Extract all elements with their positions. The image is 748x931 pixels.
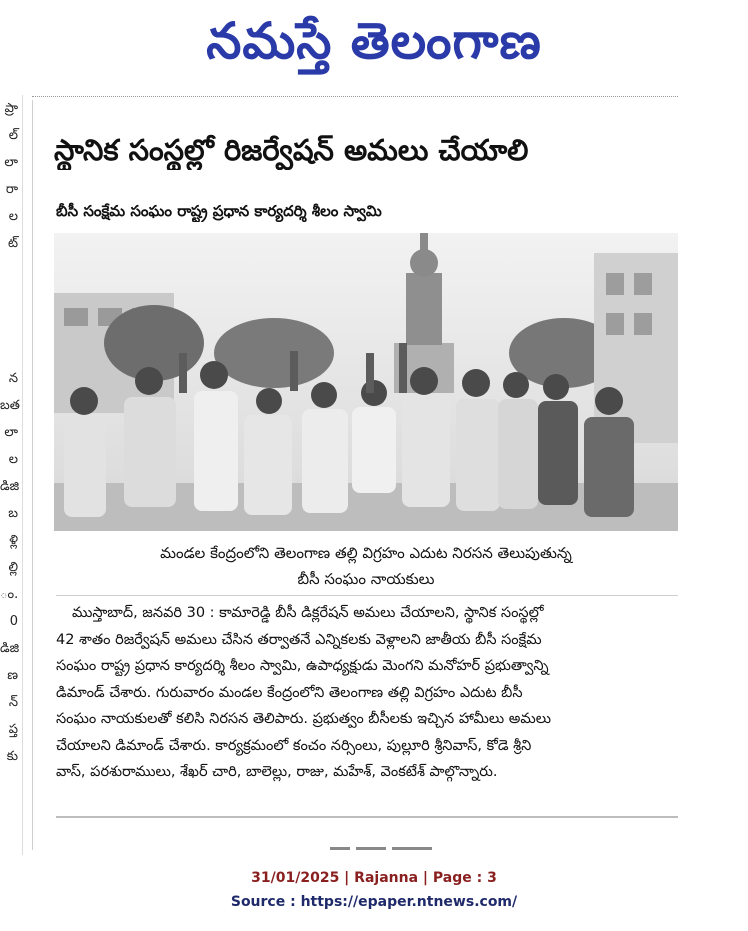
article-body-line: సంఘం రాష్ట్ర ప్రధాన కార్యదర్శి శీలం స్వామి, ఉపాధ్యక్షుడు మెంగని మనోహర్ ప్రభుత్వాన్ని [56,658,549,674]
column-fragment-text: ల్ [8,128,18,143]
article-body-line: 42 శాతం రిజర్వేషన్ అమలు చేసిన తర్వాతనే ఎన్నికలకు వెళ్లాలని జాతీయ బీసీ సంక్షేమ [56,631,542,648]
article-body-line: ముస్తాబాద్, జనవరి 30 : కామారెడ్డి బీసీ డిక్లరేషన్ అమలు చేయాలని, స్థానిక సంస్థల్లో [72,605,544,621]
page-footer [0,866,748,914]
protest-photo-illustration [54,233,678,531]
column-fragment-text [0,338,22,365]
column-fragment-text: బత [0,398,20,413]
column-fragment-text: లా [4,155,18,170]
article-photo [54,233,678,531]
article-body-line: చేయాలని డిమాండ్ చేశారు. కార్యక్రమంలో కంచం నర్సింలు, పుల్లూరి శ్రీనివాస్, కోడె శ్రీని [56,737,532,754]
column-fragment-text: ం. [0,587,19,602]
adjacent-column-fragment [0,95,23,855]
column-fragment-text: ప్రా [4,101,18,116]
article-subheadline: బీసీ సంక్షేమ సంఘం రాష్ట్ర ప్రధాన కార్యదర్శి శీలం స్వామి [56,202,382,220]
column-fragment-text: రా [5,182,18,197]
photo-caption [54,540,678,592]
column-fragment-text: ణ [7,668,18,683]
column-fragment-text: డిజి [0,641,20,656]
top-divider [32,96,678,97]
column-fragment-text: ల్లి [8,560,18,575]
column-fragment-text: లా [4,425,18,440]
column-fragment-text: కు [6,749,18,764]
article-body-line: డిమాండ్ చేశారు. గురువారం మండల కేంద్రంలోని తెలంగాణ తల్లి విగ్రహం ఎదుట బీసీ [56,684,523,701]
article-body-line: వాస్, పరశురాములు, శేఖర్ చారి, బాలెల్లు, రాజు, మహేశ్, వెంకటేశ్ పాల్గొన్నారు. [56,764,498,780]
column-fragment-text: న [8,371,18,386]
column-fragment-text: న్ [8,695,18,710]
caption-divider [56,595,678,596]
newspaper-masthead: నమస్తే తెలంగాణ [206,11,542,70]
article-body [56,600,678,786]
column-fragment-text: ట్ [7,236,18,251]
column-fragment-text [0,311,22,338]
column-fragment-text [0,257,22,284]
column-fragment-text: ప్త [8,722,18,737]
article-bottom-divider [56,816,678,818]
column-divider [32,100,33,850]
footer-source-link[interactable]: Source : https://epaper.ntnews.com/ [230,894,518,910]
photo-caption-line-1: మండల కేంద్రంలోని తెలంగాణ తల్లి విగ్రహం ఎదుట నిరసన తెలుపుతున్న [160,544,572,562]
column-fragment-text [0,284,22,311]
column-fragment-text: ల [8,452,18,467]
photo-caption-line-2: బీసీ సంఘం నాయకులు [297,570,435,588]
article-body-line: సంఘం నాయకులతో కలిసి నిరసన తెలిపారు. ప్రభుత్వం బీసీలకు ఇచ్చిన హామీలు అమలు [56,711,551,727]
column-fragment-text: ల [8,209,18,224]
column-fragment-text: బ [8,506,18,521]
column-fragment-text: ళ్లి [9,533,18,548]
column-fragment-text: 0 [9,614,18,629]
footer-date-edition-page: 31/01/2025 | Rajanna | Page : 3 [251,870,497,886]
article-headline: స్థానిక సంస్థల్లో రిజర్వేషన్ అమలు చేయాలి [54,133,529,167]
column-fragment-text: డిజి [0,479,20,494]
next-article-fragment [330,840,450,850]
